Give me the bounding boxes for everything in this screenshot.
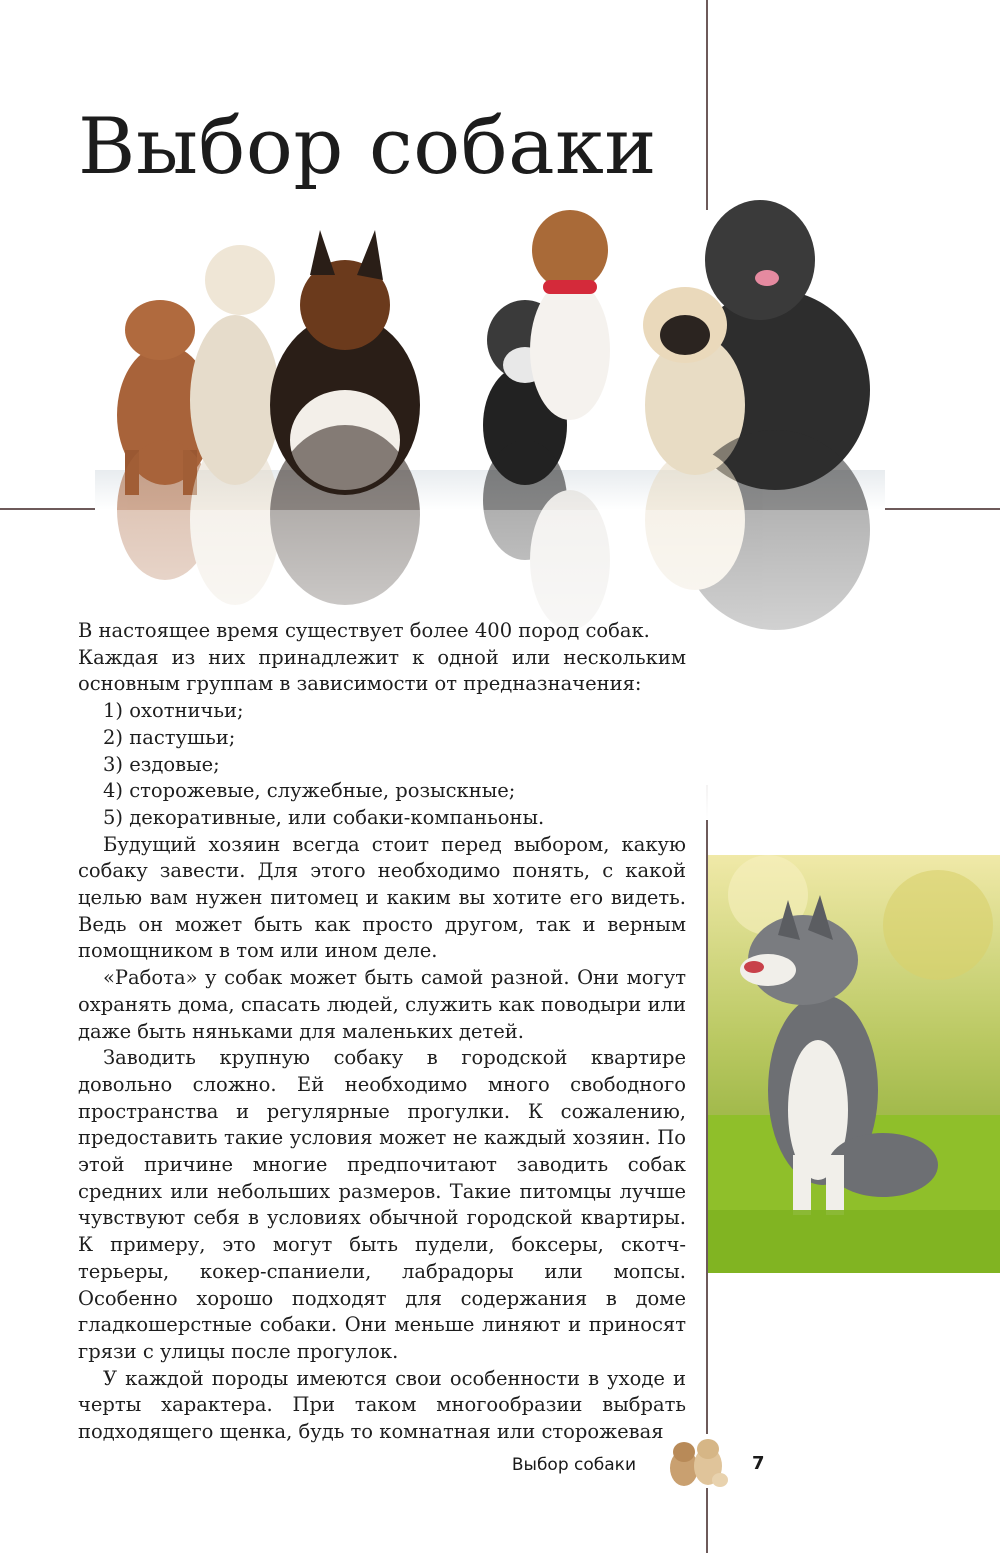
vertical-rule-top: [706, 0, 708, 210]
group-item-4: 4) сторожевые, служебные, розыскные;: [103, 779, 516, 803]
group-item-5: 5) декоративные, или собаки-компаньоны.: [103, 805, 545, 829]
group-item-2: 2) пастушьи;: [103, 725, 236, 749]
intro-sentence-1: В настоящее время существует более 400 пород собак.: [78, 619, 650, 642]
group-item-3: 3) ездовые;: [103, 752, 220, 776]
group-item-1: 1) охотничьи;: [103, 699, 244, 723]
footer-dogs-thumbnail: [664, 1434, 730, 1488]
paragraph-apartment: Заводить крупную собаку в городской квартире довольно сложно. Ей необходимо много свободного пространства и регулярные прогулки. К сожалению, предоставить такие условия может не каждый хозяин. По этой причине многие предпочитают заводить собак средних или небольших размеров. Такие питомцы лучше чувствуют себя в условиях обычной городской квартиры. К примеру, это могут быть пудели, боксеры, скотч-терьеры, кокер-спаниели, лабрадоры или мопсы. Особенно хорошо подходят для содержания в доме гладкошерстные собаки. Они меньше линяют и приносят грязи с улицы после прогулок.: [78, 1046, 686, 1363]
paragraph-work: «Работа» у собак может быть самой разной. Они могут охранять дома, спасать людей, служить как поводыри или даже быть няньками для маленьких детей.: [78, 966, 686, 1043]
paragraph-choice: Будущий хозяин всегда стоит перед выбором, какую собаку завести. Для этого необходимо понять, с какой целью вам нужен питомец и каким вы хотите его видеть. Ведь он может быть как просто другом, так и верным помощником в том или ином деле.: [78, 832, 686, 963]
page-number: 7: [752, 1453, 765, 1474]
paragraph-breeds: У каждой породы имеются свои особенности в уходе и черты характера. При таком многообразии выбрать подходящего щенка, будь то комнатная или сторожевая: [78, 1366, 686, 1444]
husky-puppy-photo: [708, 855, 1000, 1273]
running-footer-title: Выбор собаки: [511, 1455, 636, 1475]
intro-sentence-2: Каждая из них принадлежит к одной или нескольким основным группам в зависимости от предназначения:: [78, 645, 686, 696]
page-title: Выбор собаки: [78, 102, 657, 192]
article-body: [78, 618, 686, 1446]
